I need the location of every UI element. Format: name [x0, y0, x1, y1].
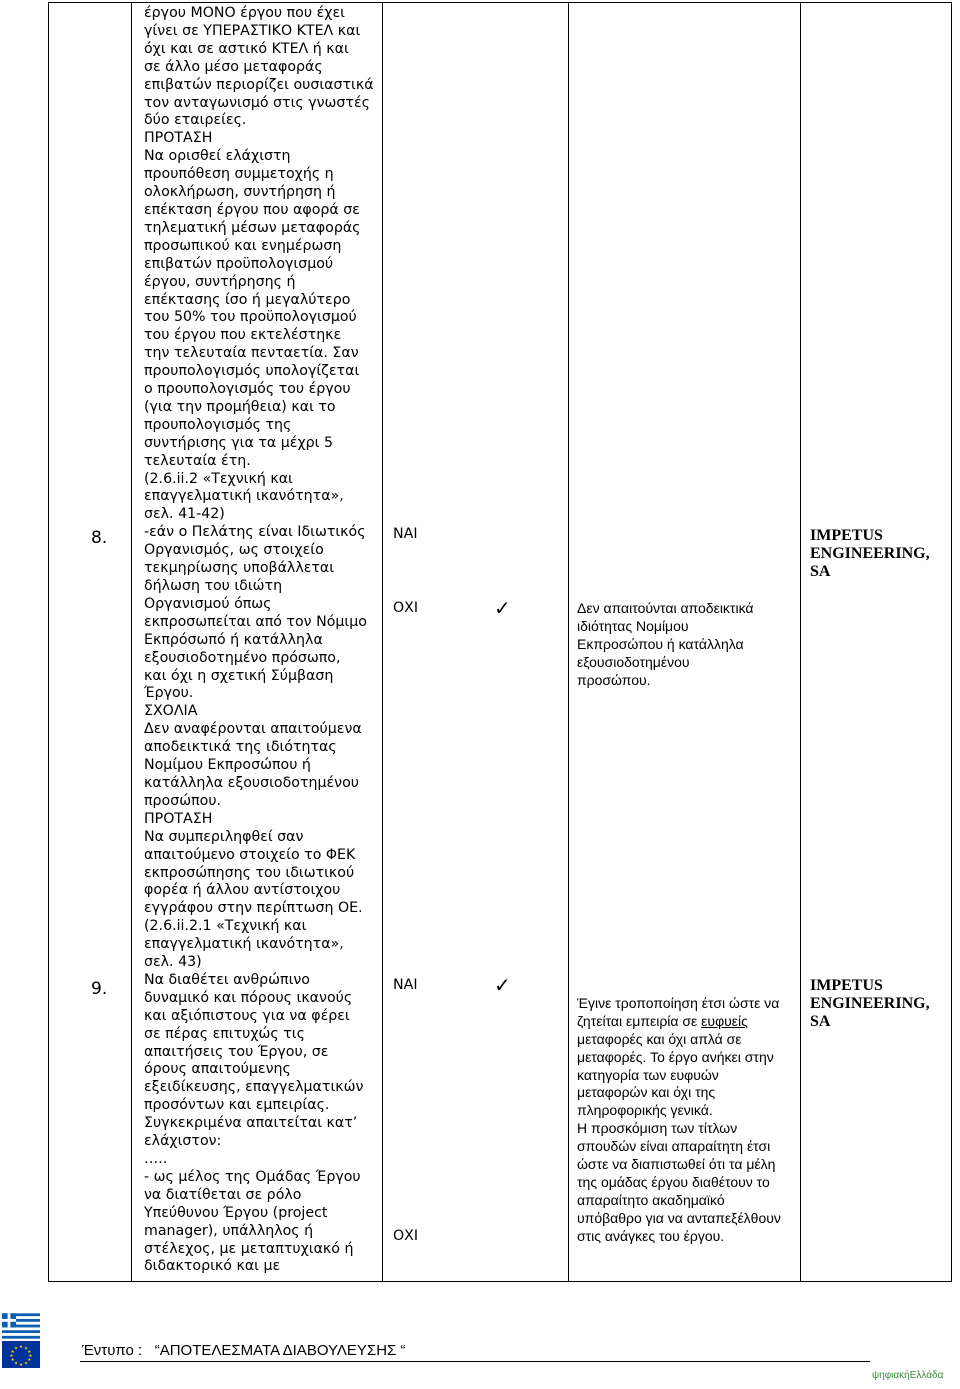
requirement-comment-line: Οργανισμού όπως [144, 595, 272, 612]
svg-text:★: ★ [10, 1358, 15, 1363]
requirement-comment-line: προσόντων και εμπειρίας. [144, 1097, 330, 1114]
requirement-comment-line: εξειδίκευσης, επαγγελματικών [144, 1079, 364, 1096]
requirement-comment-line: ολοκλήρωση, συντήρηση ή [144, 184, 336, 201]
requirement-comment-line: Να ορισθεί ελάχιστη [144, 148, 291, 165]
row8-note-line: ιδιότητας Νομίμου [577, 617, 689, 634]
row9-check-icon: ✓ [494, 973, 511, 997]
requirement-comment-line: (για την προμήθεια) και το [144, 398, 336, 415]
requirement-comment-line: Νομίμου Εκπροσώπου ή [144, 757, 311, 774]
requirement-comment-line: έργου, συντήρησης ή [144, 273, 296, 290]
requirement-comment-line: εκπροσωπείται από τον Νόμιμο [144, 613, 367, 630]
row8-note-line: εξουσιοδοτημένου [577, 653, 690, 670]
column-divider-3 [568, 2, 569, 1282]
requirement-comment-line: επέκτασης ίσο ή μεγαλύτερο [144, 291, 351, 308]
requirement-comment-line: εγγράφου στην περίπτωση ΟΕ. [144, 900, 363, 917]
requirement-comment-line: προσωπικού και ενημέρωση [144, 237, 342, 254]
requirement-comment-line: Να διαθέτει ανθρώπινο [144, 971, 310, 988]
requirement-comment-line: κατάλληλα εξουσιοδοτημένου [144, 774, 359, 791]
requirement-comment-line: ΠΡΟΤΑΣΗ [144, 130, 213, 147]
requirement-comment-line: και αξιόπιστους για να φέρει [144, 1007, 350, 1024]
svg-text:★: ★ [23, 1346, 29, 1352]
requirement-comment-line: ΠΡΟΤΑΣΗ [144, 810, 213, 827]
requirement-comment-line: σε άλλο μέσο μεταφοράς [144, 58, 323, 75]
row8-note-line: Εκπροσώπου ή κατάλληλα [577, 635, 744, 652]
requirement-comment-line: επιβατών προϋπολογισμού [144, 255, 334, 272]
requirement-comment-line: απαιτούμενο στοιχείο το ΦΕΚ [144, 846, 356, 863]
requirement-comment-line: επαγγελματική ικανότητα», [144, 936, 344, 953]
row-number-9: 9. [91, 979, 108, 999]
requirement-comment-line: επαγγελματική ικανότητα», [144, 488, 344, 505]
requirement-comment-line: επέκταση έργου που αφορά σε [144, 201, 360, 218]
requirement-comment-line: απαιτήσεις του Έργου, σε [144, 1043, 329, 1060]
row8-company-line: ENGINEERING, [810, 545, 930, 562]
row-number-8: 8. [91, 528, 108, 548]
requirement-comment-line: εκπροσώπησης του ιδιωτικού [144, 864, 355, 881]
svg-text:★: ★ [13, 1361, 19, 1367]
requirement-comment-line: Δεν αναφέρονται απαιτούμενα [144, 721, 362, 738]
requirement-comment-line: αποδεικτικά της ιδιότητας [144, 739, 337, 756]
requirement-comment-line: (2.6.ii.2 «Τεχνική και [144, 470, 293, 487]
row8-note-line: προσώπου. [577, 671, 651, 688]
row9-note-rest: μεταφορές και όχι απλά σε μεταφορές. Το έργο ανήκει στην κατηγορία των ευφυών μεταφορών και όχι της πληροφορικής γενικά. Η προσκόμιση των τίτλων σπουδών είναι απαραίτητη έτσι ώστε να διαπιστωθεί ότι τα μέλη της ομάδας έργου διαθέτουν το απαραίτητο ακαδημαϊκό υπόβαθρο για να ανταπεξέλθουν στις ανάγκες του έργου. [577, 1030, 781, 1244]
svg-text:★: ★ [18, 1345, 24, 1350]
row8-note-line: Δεν απαιτούνται αποδεικτικά [577, 600, 754, 616]
requirement-comment-line: προσώπου. [144, 792, 222, 809]
requirement-comment-line: (2.6.ii.2.1 «Τεχνική και [144, 918, 307, 935]
requirement-comment-line: προυπολογισμός της [144, 416, 292, 433]
requirement-comment-line: τηλεματική μέσων μεταφοράς [144, 219, 361, 236]
requirement-comment-line: Υπεύθυνου Έργου (project [144, 1204, 328, 1221]
row9-response-note [577, 977, 781, 1246]
requirement-comment-line: φορέα ή άλλου αντίστοιχου [144, 882, 341, 899]
table-border-top [48, 2, 952, 3]
requirement-comment-line: επιβατών περιορίζει ουσιαστικά [144, 76, 374, 93]
requirement-comment-line: προυπόθεση συμμετοχής η [144, 166, 334, 183]
row8-company-line: IMPETUS [810, 527, 883, 544]
requirement-comment-line: ελάχιστον: [144, 1133, 222, 1150]
row8-response-note [577, 600, 754, 690]
eu-flag-icon [2, 1341, 40, 1368]
row9-yes-option: ΝΑΙ [393, 977, 418, 993]
requirement-comment-line: - ως μέλος της Ομάδας Έργου [144, 1168, 361, 1185]
requirement-comment-line: Εκπρόσωπό ή κατάλληλα [144, 631, 323, 648]
svg-text:★: ★ [18, 1363, 24, 1368]
column-divider-1 [131, 2, 132, 1282]
requirement-comment-line: του έργου που εκτελέστηκε [144, 327, 342, 344]
column-divider-2 [382, 2, 383, 1282]
requirement-comment-line: σε πέρας επιτυχώς τις [144, 1025, 305, 1042]
svg-text:★: ★ [28, 1354, 33, 1359]
row9-company-line: IMPETUS [810, 977, 883, 994]
footer-divider [80, 1361, 870, 1362]
greek-flag-icon [2, 1313, 40, 1339]
svg-text:★: ★ [9, 1354, 14, 1359]
svg-text:★: ★ [27, 1358, 32, 1363]
requirement-comment-line: του 50% του προϋπολογισμού [144, 309, 357, 326]
requirement-comment-line: ….. [144, 1151, 168, 1167]
requirement-comment-line: στέλεχος, με μεταπτυχιακό ή [144, 1240, 354, 1257]
row9-company-name [810, 977, 930, 1031]
column-divider-4 [800, 2, 801, 1282]
requirement-comment-line: τελευταία έτη. [144, 452, 251, 469]
table-border-left [48, 2, 49, 1282]
requirement-comment-line: δυναμικό και πόρους ικανούς [144, 989, 353, 1006]
requirement-comment-text [144, 5, 374, 1276]
requirement-comment-line: ο προυπολογισμός του έργου [144, 381, 351, 398]
svg-text:★: ★ [27, 1350, 32, 1355]
requirement-comment-line: έργου ΜΟΝΟ έργου που έχει [144, 5, 345, 21]
row9-company-line: ENGINEERING, [810, 995, 930, 1012]
row9-note-line1: Έγινε τροποποίηση έτσι ώστε να [577, 994, 780, 1011]
row9-note-underlined-word: ευφυείς [701, 1012, 748, 1029]
row9-no-option: ΟΧΙ [393, 1228, 419, 1244]
requirement-comment-line: εξουσιοδοτημένο πρόσωπο, [144, 649, 341, 666]
requirement-comment-line: Οργανισμός, ως στοιχείο [144, 542, 324, 559]
requirement-comment-line: τεκμηρίωσης υποβάλλεται [144, 560, 335, 577]
requirement-comment-line: Να συμπεριληφθεί σαν [144, 828, 304, 845]
requirement-comment-line: -εάν ο Πελάτης είναι Ιδιωτικός [144, 524, 366, 541]
footer-form-label: Έντυπο : “ΑΠΟΤΕΛΕΣΜΑΤΑ ΔΙΑΒΟΥΛΕΥΣΗΣ “ [82, 1342, 406, 1359]
svg-text:★: ★ [23, 1361, 29, 1367]
requirement-comment-line: γίνει σε ΥΠΕΡΑΣΤΙΚΟ ΚΤΕΛ και [144, 22, 361, 39]
row8-company-name [810, 527, 930, 581]
svg-text:★: ★ [13, 1346, 19, 1352]
table-border-bottom [48, 1281, 952, 1282]
row8-check-icon: ✓ [494, 596, 511, 620]
requirement-comment-line: διδακτορικό και με [144, 1258, 281, 1275]
requirement-comment-line: σελ. 41-42) [144, 506, 225, 523]
table-border-right [951, 2, 952, 1282]
requirement-comment-line: την τελευταία πενταετία. Σαν [144, 345, 359, 362]
row8-yes-option: ΝΑΙ [393, 526, 418, 542]
requirement-comment-line: Συγκεκριμένα απαιτείται κατ’ [144, 1115, 358, 1132]
requirement-comment-line: συντήρισης για τα μέχρι 5 [144, 434, 333, 451]
row8-company-line: SA [810, 563, 831, 580]
requirement-comment-line: manager), υπάλληλος ή [144, 1222, 314, 1239]
requirement-comment-line: σελ. 43) [144, 954, 202, 971]
requirement-comment-line: να διατίθεται σε ρόλο [144, 1186, 302, 1203]
requirement-comment-line: προυπολογισμός υπολογίζεται [144, 363, 360, 380]
requirement-comment-line: τον ανταγωνισμό στις γνωστές [144, 94, 370, 111]
requirement-comment-line: όχι και σε αστικό ΚΤΕΛ ή και [144, 40, 349, 57]
svg-text:★: ★ [10, 1350, 15, 1355]
requirement-comment-line: Έργου. [144, 685, 194, 702]
requirement-comment-line: ΣΧΟΛΙΑ [144, 703, 198, 720]
requirement-comment-line: και όχι η σχετική Σύμβαση [144, 667, 334, 684]
requirement-comment-line: δύο εταιρείες. [144, 112, 247, 129]
row9-company-line: SA [810, 1013, 831, 1030]
row9-note-line2-prefix: ζητείται εμπειρία σε [577, 1012, 702, 1029]
requirement-comment-line: όρους απαιτούμενης [144, 1061, 291, 1078]
digital-greece-logo: ψηφιακήΕλλάδα [872, 1370, 944, 1381]
row8-no-option: ΟΧΙ [393, 600, 419, 616]
requirement-comment-line: δήλωση του ιδιώτη [144, 578, 283, 594]
